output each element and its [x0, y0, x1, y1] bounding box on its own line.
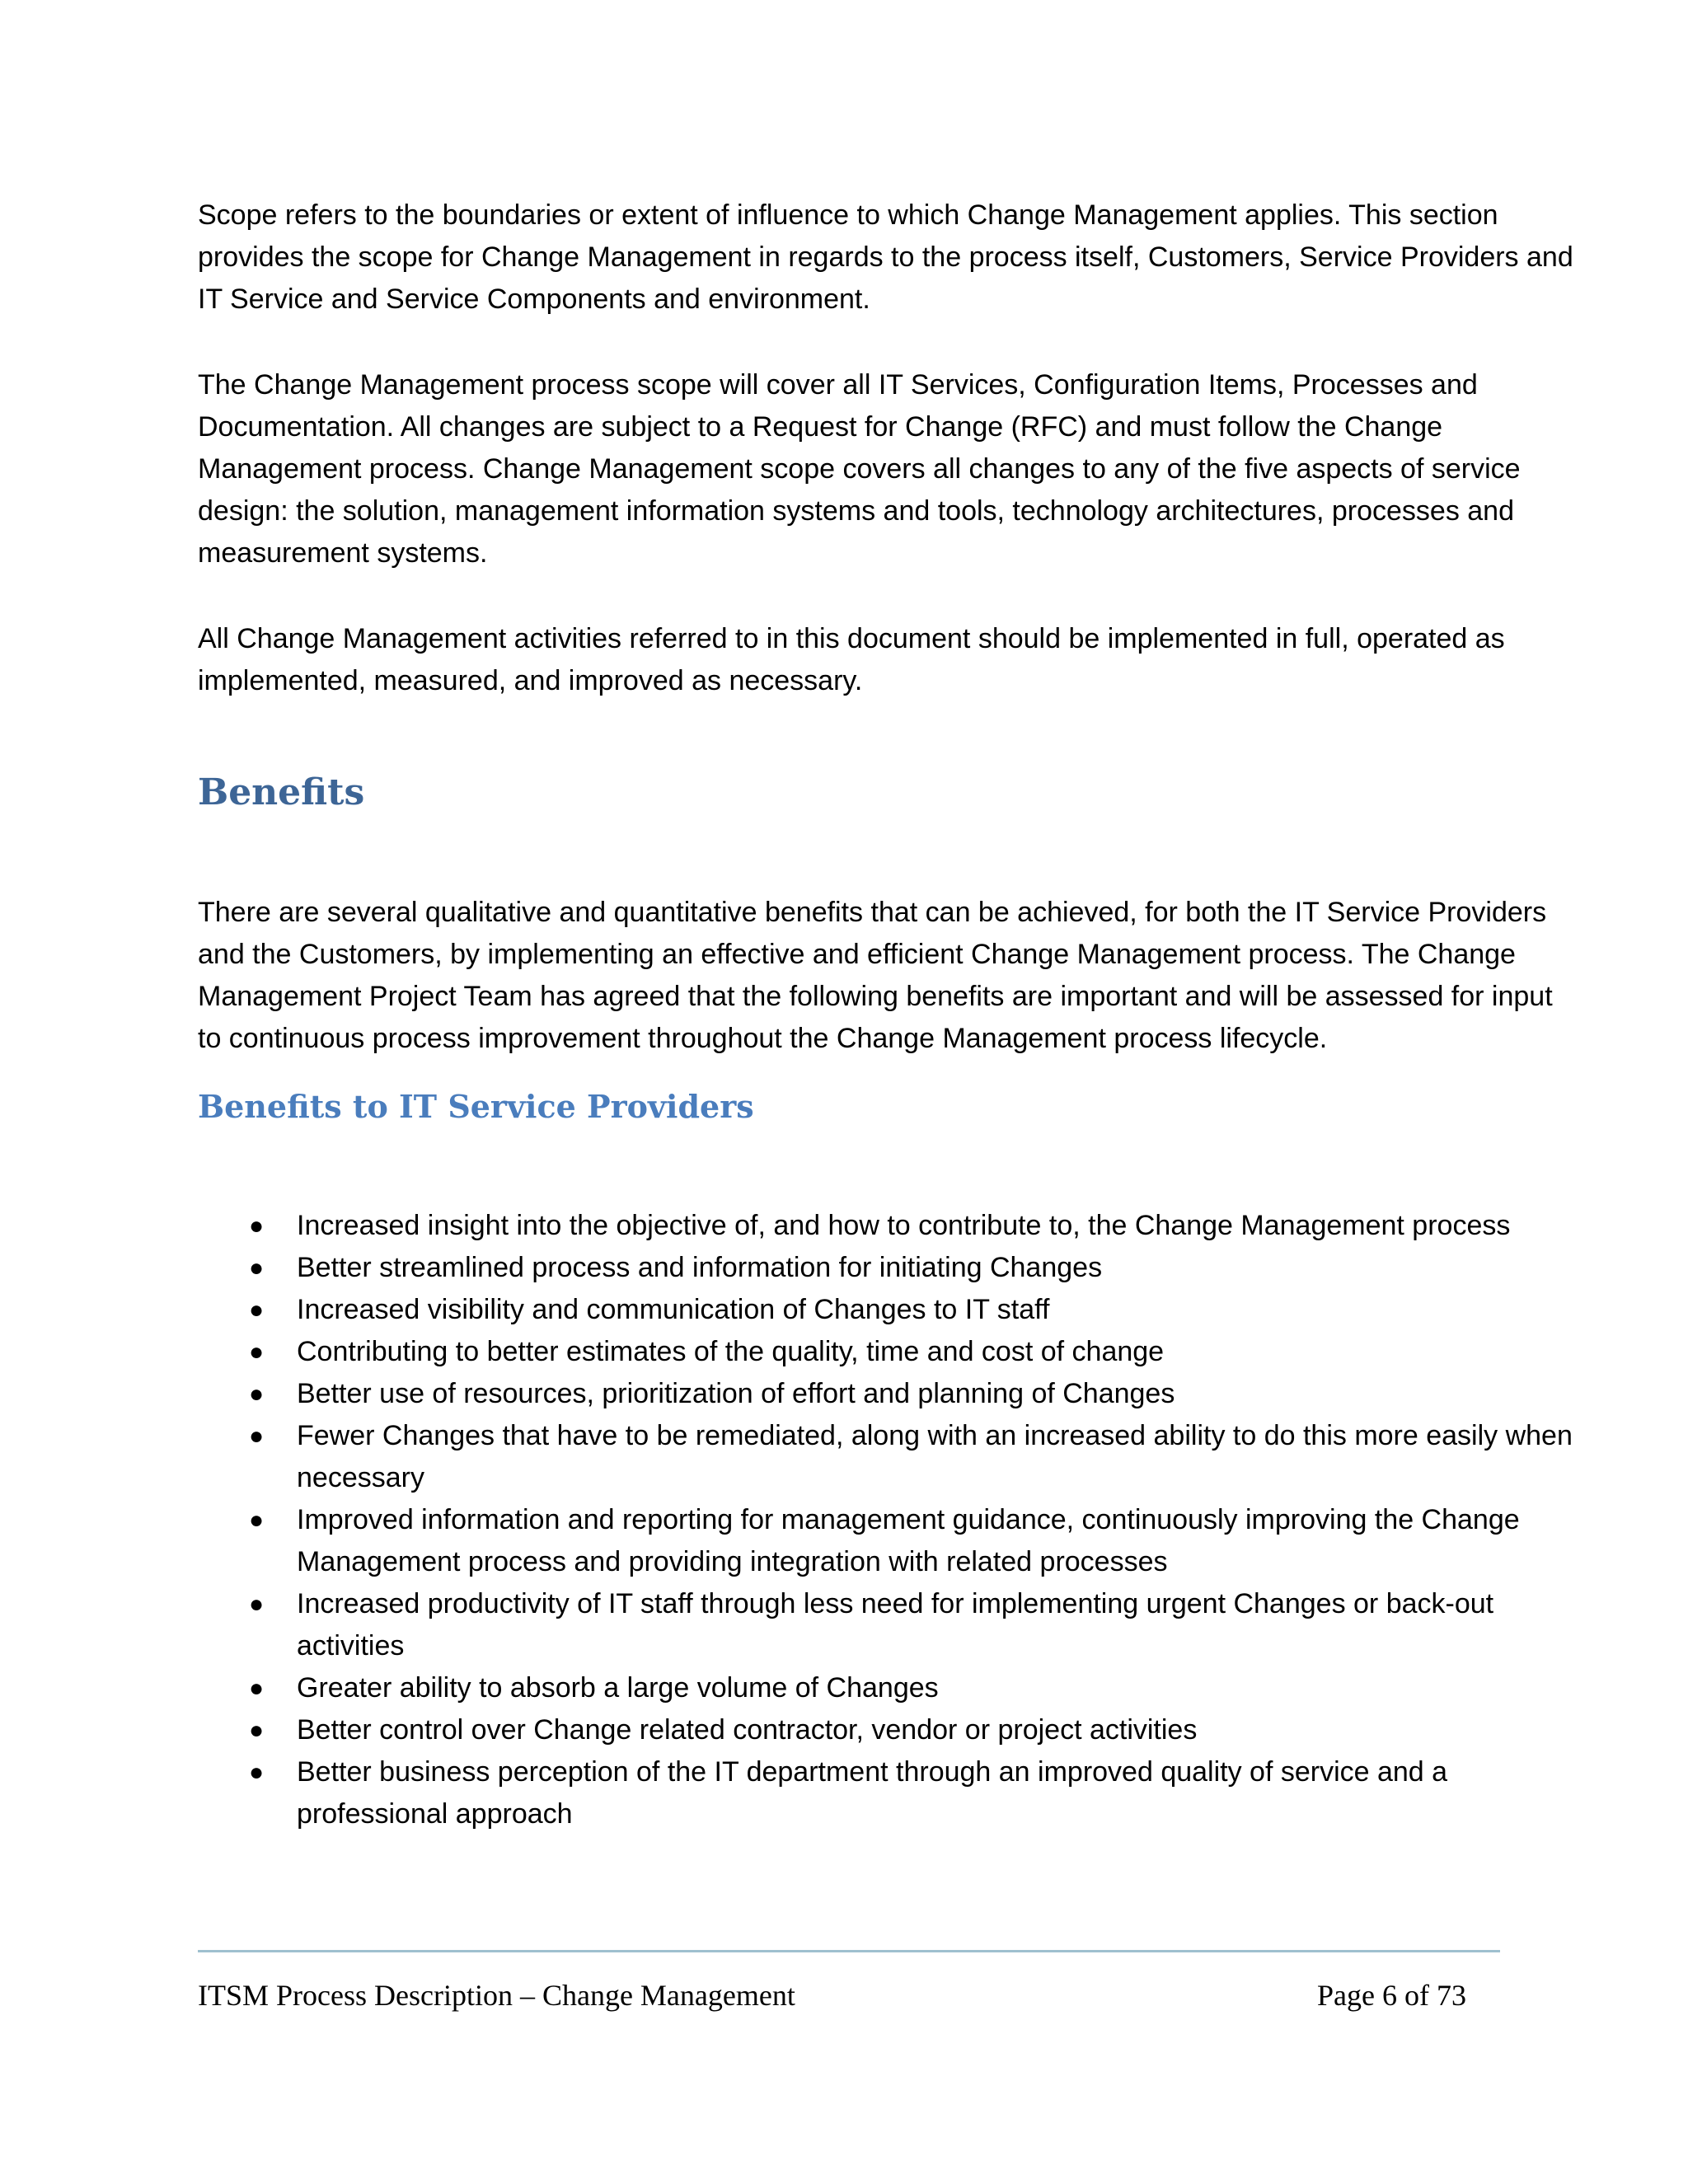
footer-page-number: Page 6 of 73 — [1317, 1979, 1466, 2012]
list-item-text: Increased visibility and communication of Changes to IT staff — [297, 1294, 1050, 1325]
list-item-text: Greater ability to absorb a large volume of Changes — [297, 1672, 939, 1704]
benefits-intro-paragraph: There are several qualitative and quantitative benefits that can be achieved, for both the IT Service Providers and the Customers, by implementing an effective and efficient Change Management process. The Change Management Project Team has agreed that the following benefits are important and will be assessed for input to continuous process improvement throughout the Change Management process lifecycle. — [198, 897, 1553, 1054]
list-item-text: Better use of resources, prioritization of effort and planning of Changes — [297, 1378, 1175, 1409]
list-item-text: Better streamlined process and information for initiating Changes — [297, 1252, 1103, 1283]
bullet-icon: ● — [249, 1422, 265, 1450]
bullet-icon: ● — [249, 1296, 265, 1324]
footer-document-title: ITSM Process Description – Change Management — [198, 1979, 795, 2012]
list-item — [198, 1331, 1582, 1373]
bullet-icon: ● — [249, 1507, 265, 1534]
list-item-text: Improved information and reporting for management guidance, continuously improving the Change Management process and providing integration with related processes — [297, 1504, 1520, 1577]
list-item-text: Contributing to better estimates of the quality, time and cost of change — [297, 1336, 1165, 1367]
benefits-heading: Benefits — [198, 771, 365, 813]
list-item-text: Fewer Changes that have to be remediated, along with an increased ability to do this more easily when necessary — [297, 1420, 1573, 1493]
benefits-list — [198, 1205, 1582, 1835]
list-item — [198, 1499, 1582, 1583]
bullet-icon: ● — [249, 1591, 265, 1618]
bullet-icon: ● — [249, 1759, 265, 1786]
bullet-icon: ● — [249, 1675, 265, 1702]
list-item — [198, 1289, 1582, 1331]
footer-divider — [198, 1950, 1500, 1952]
list-item — [198, 1205, 1582, 1247]
scope-paragraph-2: The Change Management process scope will cover all IT Services, Configuration Items, Processes and Documentation. All changes are subject to a Request for Change (RFC) and must follow the Change Management process. Change Management scope covers all changes to any of the five aspects of service design: the solution, management information systems and tools, technology architectures, processes and measurement systems. — [198, 369, 1521, 569]
list-item-text: Increased insight into the objective of, and how to contribute to, the Change Management process — [297, 1210, 1511, 1241]
list-item — [198, 1415, 1582, 1499]
list-item — [198, 1583, 1582, 1667]
list-item-text: Better control over Change related contractor, vendor or project activities — [297, 1714, 1198, 1746]
list-item — [198, 1247, 1582, 1289]
bullet-icon: ● — [249, 1212, 265, 1240]
list-item-text: Increased productivity of IT staff through less need for implementing urgent Changes or back-out activities — [297, 1588, 1494, 1661]
bullet-icon: ● — [249, 1380, 265, 1408]
bullet-icon: ● — [249, 1254, 265, 1282]
bullet-icon: ● — [249, 1717, 265, 1744]
list-item — [198, 1667, 1582, 1709]
scope-paragraph-3: All Change Management activities referred to in this document should be implemented in full, operated as implemented, measured, and improved as necessary. — [198, 623, 1505, 696]
benefits-it-heading: Benefits to IT Service Providers — [198, 1088, 754, 1125]
list-item-text: Better business perception of the IT department through an improved quality of service and a professional approach — [297, 1756, 1448, 1830]
list-item — [198, 1709, 1582, 1751]
list-item — [198, 1751, 1582, 1835]
bullet-icon: ● — [249, 1338, 265, 1366]
list-item — [198, 1373, 1582, 1415]
scope-paragraph-1: Scope refers to the boundaries or extent of influence to which Change Management applies. This section provides the scope for Change Management in regards to the process itself, Customers, Service Providers and IT Service and Service Components and environment. — [198, 199, 1573, 315]
